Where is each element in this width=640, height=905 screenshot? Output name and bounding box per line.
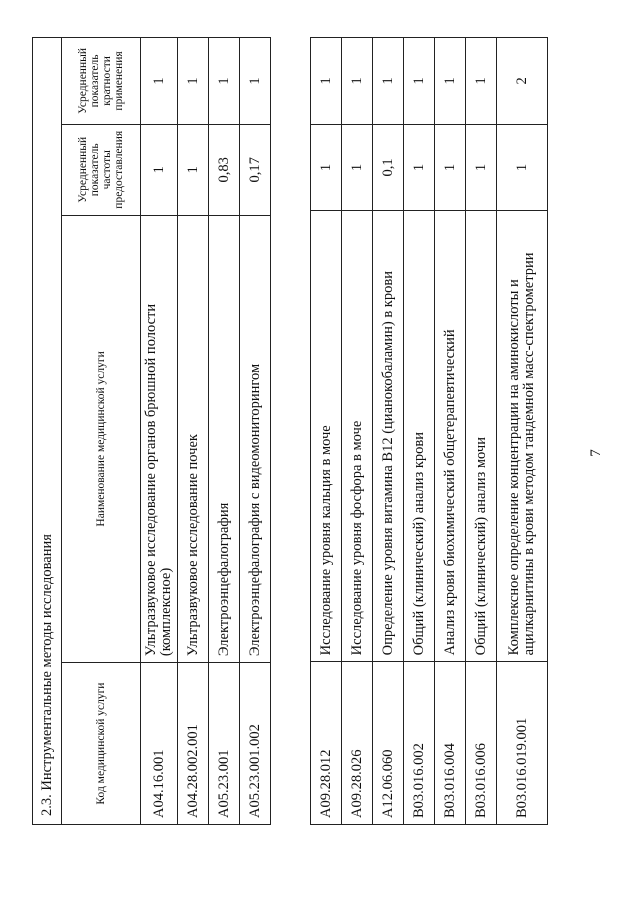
lab-services-table	[310, 37, 548, 825]
multiplicity-value: 1	[342, 38, 373, 125]
table-row	[466, 38, 497, 825]
service-name: Ультразвуковое исследование почек	[178, 215, 209, 662]
table-row	[240, 38, 271, 825]
frequency-value: 1	[404, 124, 435, 211]
frequency-value: 1	[178, 124, 209, 215]
table-row	[311, 38, 342, 825]
service-name: Электроэнцефалография	[209, 215, 240, 662]
service-code: A05.23.001.002	[240, 663, 271, 825]
header-name: Наименование медицинской услуги	[62, 215, 141, 662]
service-code: B03.016.019.001	[497, 662, 548, 825]
service-code: B03.016.002	[404, 662, 435, 825]
service-name: Ультразвуковое исследование органов брюшной полости (комплексное)	[141, 215, 178, 662]
service-code: A04.28.002.001	[178, 663, 209, 825]
service-name: Исследование уровня кальция в моче	[311, 211, 342, 662]
instrumental-methods-table	[32, 37, 271, 825]
header-multiplicity: Усредненный показатель кратности применения	[62, 38, 141, 125]
service-code: B03.016.006	[466, 662, 497, 825]
table-row	[497, 38, 548, 825]
frequency-value: 1	[435, 124, 466, 211]
service-name: Электроэнцефалография с видеомониторингом	[240, 215, 271, 662]
multiplicity-value: 1	[466, 38, 497, 125]
service-name: Определение уровня витамина В12 (цианокобаламин) в крови	[373, 211, 404, 662]
table-row	[342, 38, 373, 825]
multiplicity-value: 1	[435, 38, 466, 125]
header-frequency: Усредненный показатель частоты предоставления	[62, 124, 141, 215]
table-row	[404, 38, 435, 825]
frequency-value: 1	[342, 124, 373, 211]
multiplicity-value: 1	[209, 38, 240, 125]
frequency-value: 1	[311, 124, 342, 211]
multiplicity-value: 1	[178, 38, 209, 125]
frequency-value: 1	[141, 124, 178, 215]
frequency-value: 0,17	[240, 124, 271, 215]
multiplicity-value: 1	[404, 38, 435, 125]
table-row	[141, 38, 178, 825]
service-name: Анализ крови биохимический общетерапевтический	[435, 211, 466, 662]
table-row	[435, 38, 466, 825]
multiplicity-value: 1	[311, 38, 342, 125]
service-name: Общий (клинический) анализ мочи	[466, 211, 497, 662]
service-name: Исследование уровня фосфора в моче	[342, 211, 373, 662]
service-code: A12.06.060	[373, 662, 404, 825]
frequency-value: 1	[497, 124, 548, 211]
service-code: A09.28.012	[311, 662, 342, 825]
frequency-value: 0,83	[209, 124, 240, 215]
table-row	[373, 38, 404, 825]
service-code: A05.23.001	[209, 663, 240, 825]
service-name: Комплексное определение концентрации на аминокислоты и ацилкарнитины в крови методом тандемной масс-спектрометрии	[497, 211, 548, 662]
multiplicity-value: 1	[240, 38, 271, 125]
frequency-value: 1	[466, 124, 497, 211]
table-caption-row	[33, 38, 62, 825]
multiplicity-value: 2	[497, 38, 548, 125]
multiplicity-value: 1	[373, 38, 404, 125]
header-code: Код медицинской услуги	[62, 663, 141, 825]
frequency-value: 0,1	[373, 124, 404, 211]
table-row	[178, 38, 209, 825]
table-row	[209, 38, 240, 825]
table-caption: 2.3. Инструментальные методы исследования	[33, 38, 62, 825]
service-code: A04.16.001	[141, 663, 178, 825]
table-header-row	[62, 38, 141, 825]
page-number: 7	[588, 449, 604, 457]
multiplicity-value: 1	[141, 38, 178, 125]
service-name: Общий (клинический) анализ крови	[404, 211, 435, 662]
service-code: A09.28.026	[342, 662, 373, 825]
service-code: B03.016.004	[435, 662, 466, 825]
